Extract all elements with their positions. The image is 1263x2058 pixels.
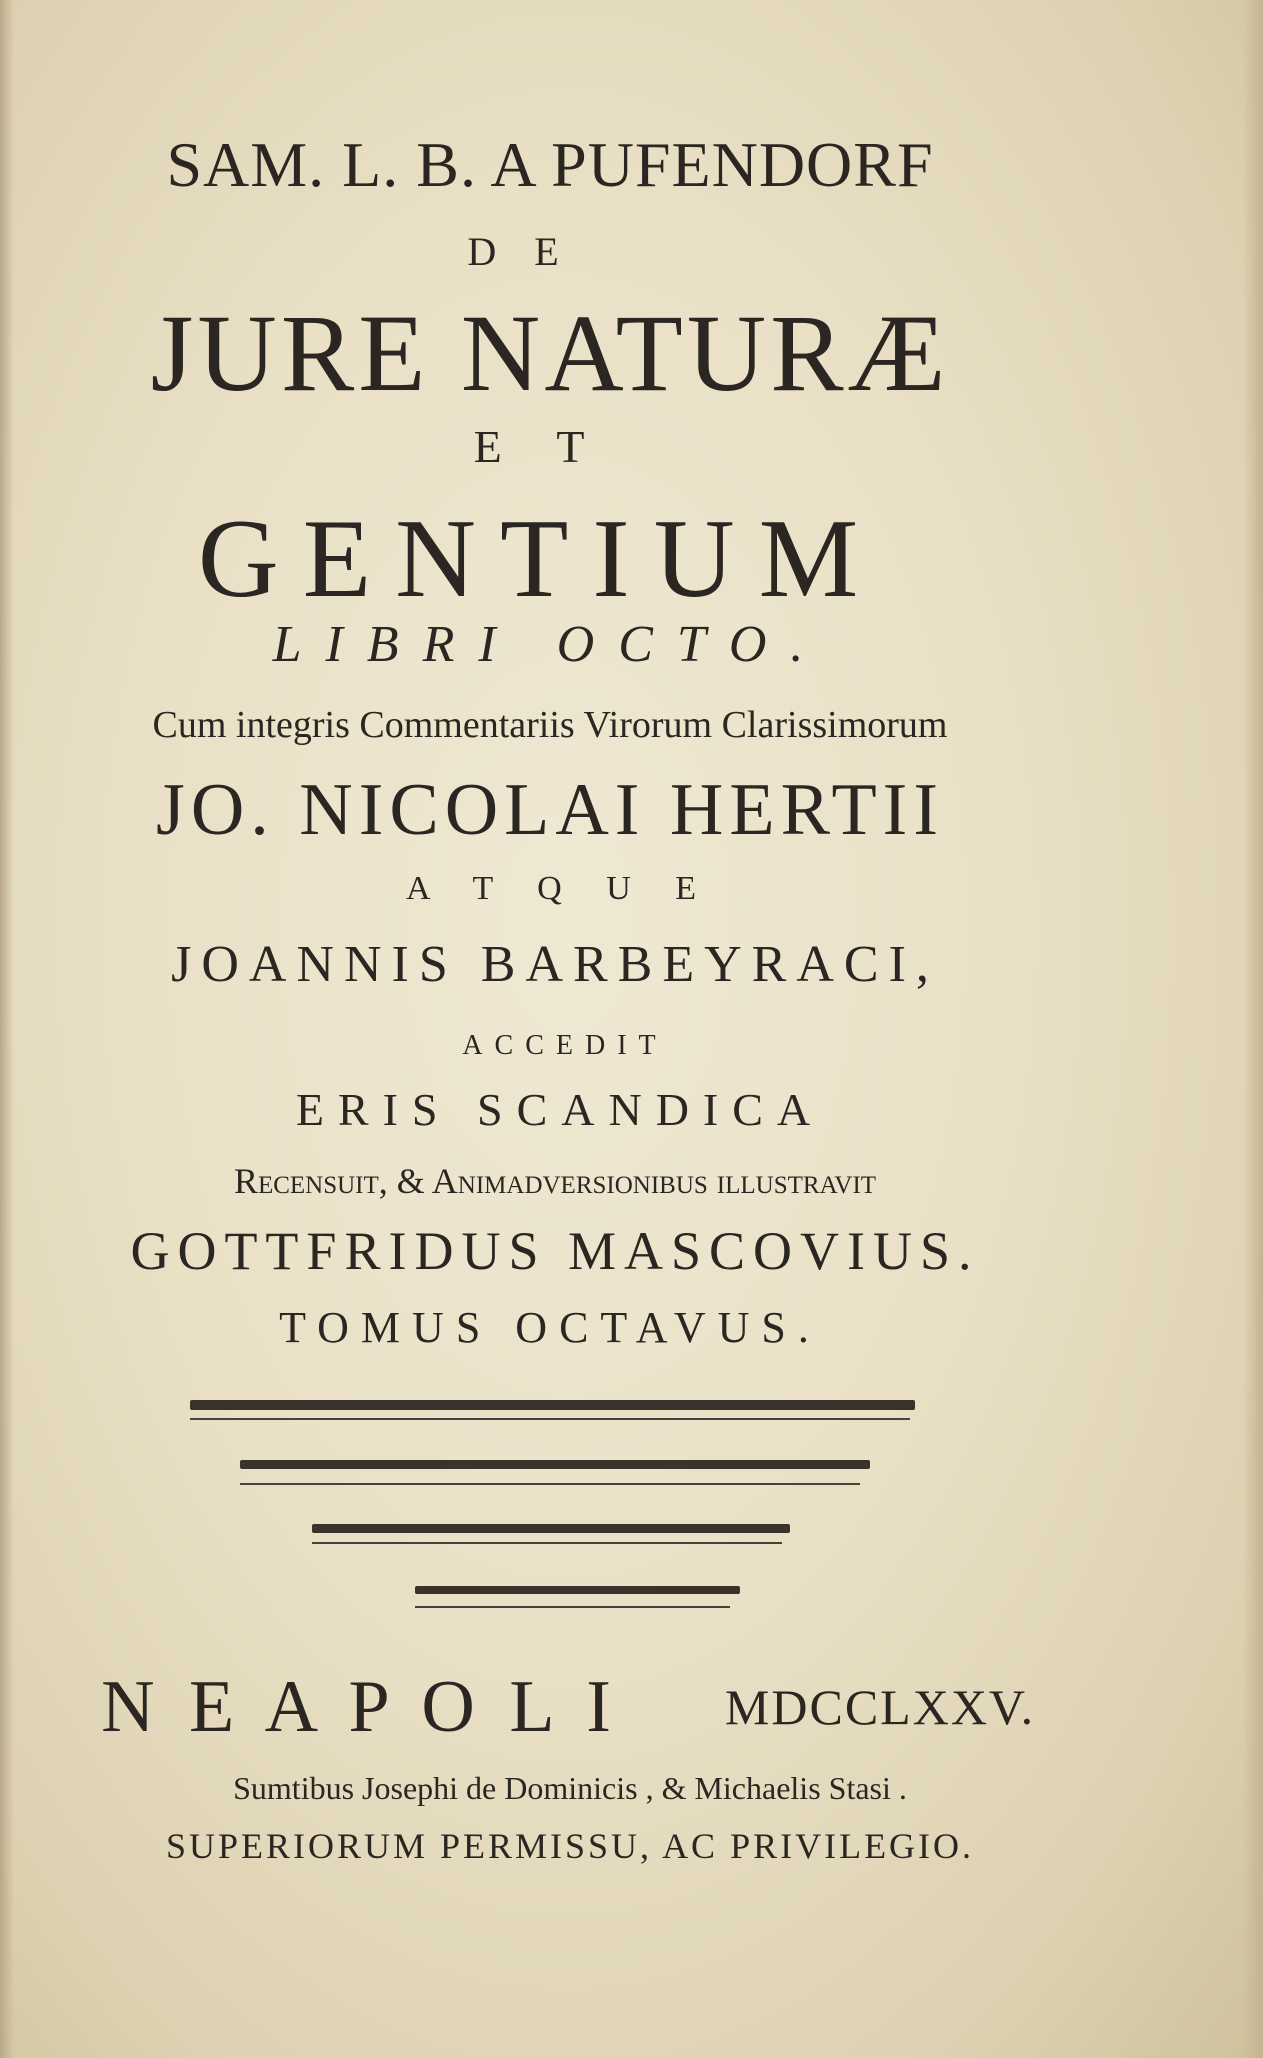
commentary-line: Cum integris Commentariis Virorum Clarissimorum xyxy=(152,704,948,746)
ornamental-rule-1 xyxy=(190,1400,915,1410)
accedit-line: ACCEDIT xyxy=(462,1030,668,1061)
commentator-1: JO. NICOLAI HERTII xyxy=(156,769,944,851)
privilege-line: SUPERIORUM PERMISSU, AC PRIVILEGIO. xyxy=(165,1826,975,1866)
ornamental-rule-4 xyxy=(415,1586,740,1594)
author-line: SAM. L. B. A PUFENDORF xyxy=(166,129,934,200)
imprint-year: MDCCLXXV. xyxy=(724,1679,1036,1735)
ornamental-rule-4-underline xyxy=(415,1606,730,1608)
ornamental-rule-2 xyxy=(240,1460,870,1469)
editor-name: GOTTFRIDUS MASCOVIUS. xyxy=(130,1221,980,1281)
ornamental-rule-3-underline xyxy=(312,1542,782,1544)
et-line: E T xyxy=(473,421,607,472)
ornamental-rule-3 xyxy=(312,1524,790,1533)
page-edge-left xyxy=(0,0,14,2058)
de-line: D E xyxy=(467,229,573,274)
imprint-place: N E A P O L I xyxy=(101,1666,619,1748)
main-title: JURE NATURÆ xyxy=(150,292,950,414)
second-title: GENTIUM xyxy=(197,497,883,621)
subtitle: LIBRI OCTO. xyxy=(272,616,828,673)
page-edge-right xyxy=(1243,0,1263,2058)
ornamental-rule-2-underline xyxy=(240,1483,860,1485)
appendix-title: ERIS SCANDICA xyxy=(295,1084,825,1135)
ornamental-rule-1-underline xyxy=(190,1418,910,1420)
publishers-line: Sumtibus Josephi de Dominicis , & Michaelis Stasi . xyxy=(233,1770,907,1806)
atque-line: A T Q U E xyxy=(405,870,715,907)
commentator-2: JOANNIS BARBEYRACI, xyxy=(171,936,939,993)
edited-line: Recensuit, & Animadversionibus illustravit xyxy=(233,1161,877,1201)
volume-line: TOMUS OCTAVUS. xyxy=(279,1303,821,1352)
